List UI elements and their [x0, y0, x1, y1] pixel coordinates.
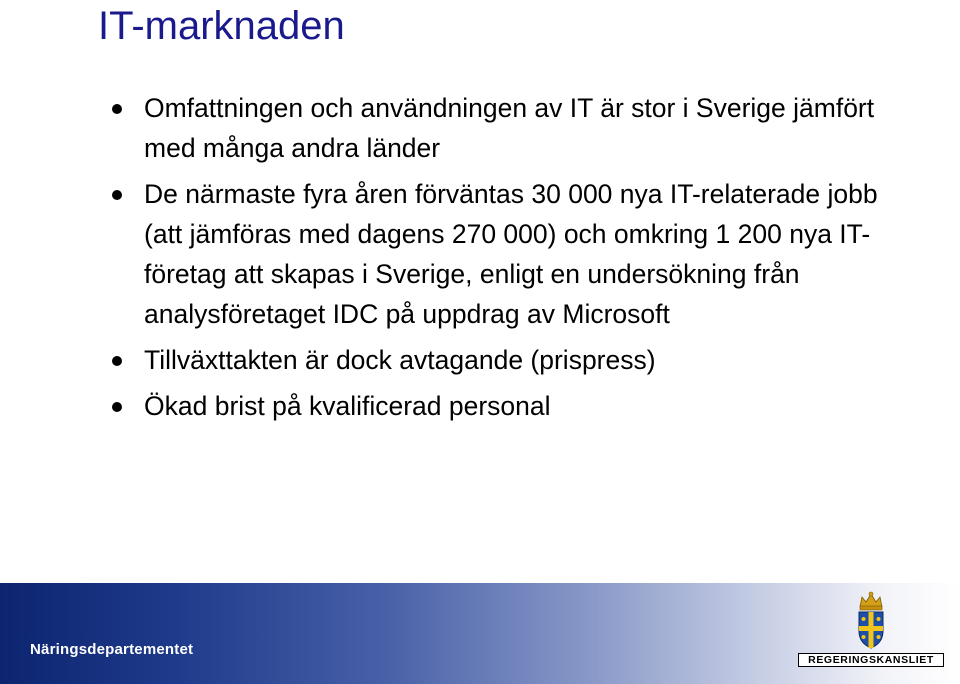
department-label: Näringsdepartementet — [30, 641, 194, 658]
bullet-dot-icon — [112, 104, 122, 114]
bullet-text: Tillväxttakten är dock avtagande (prispress) — [144, 345, 656, 375]
bullet-dot-icon — [112, 402, 122, 412]
government-logo — [796, 591, 946, 679]
bullet-item — [98, 340, 898, 380]
bullet-text: Omfattningen och användningen av IT är stor i Sverige jämfört med många andra länder — [144, 93, 875, 163]
bullet-text: Ökad brist på kvalificerad personal — [144, 391, 551, 421]
coat-of-arms-icon — [854, 591, 888, 651]
bullet-item — [98, 174, 898, 334]
bullet-item — [98, 386, 898, 426]
slide-title: IT-marknaden — [98, 4, 345, 48]
bullet-list — [98, 88, 898, 432]
footer-bar — [0, 583, 960, 684]
logo-text: REGERINGSKANSLIET — [798, 653, 944, 667]
bullet-text: De närmaste fyra åren förväntas 30 000 nya IT-relaterade jobb (att jämföras med dagens 270 000) och omkring 1 200 nya IT-företag att skapas i Sverige, enligt en undersökning från analysföretaget IDC på uppdrag av Microsoft — [144, 179, 878, 329]
bullet-dot-icon — [112, 190, 122, 200]
bullet-item — [98, 88, 898, 168]
bullet-dot-icon — [112, 356, 122, 366]
